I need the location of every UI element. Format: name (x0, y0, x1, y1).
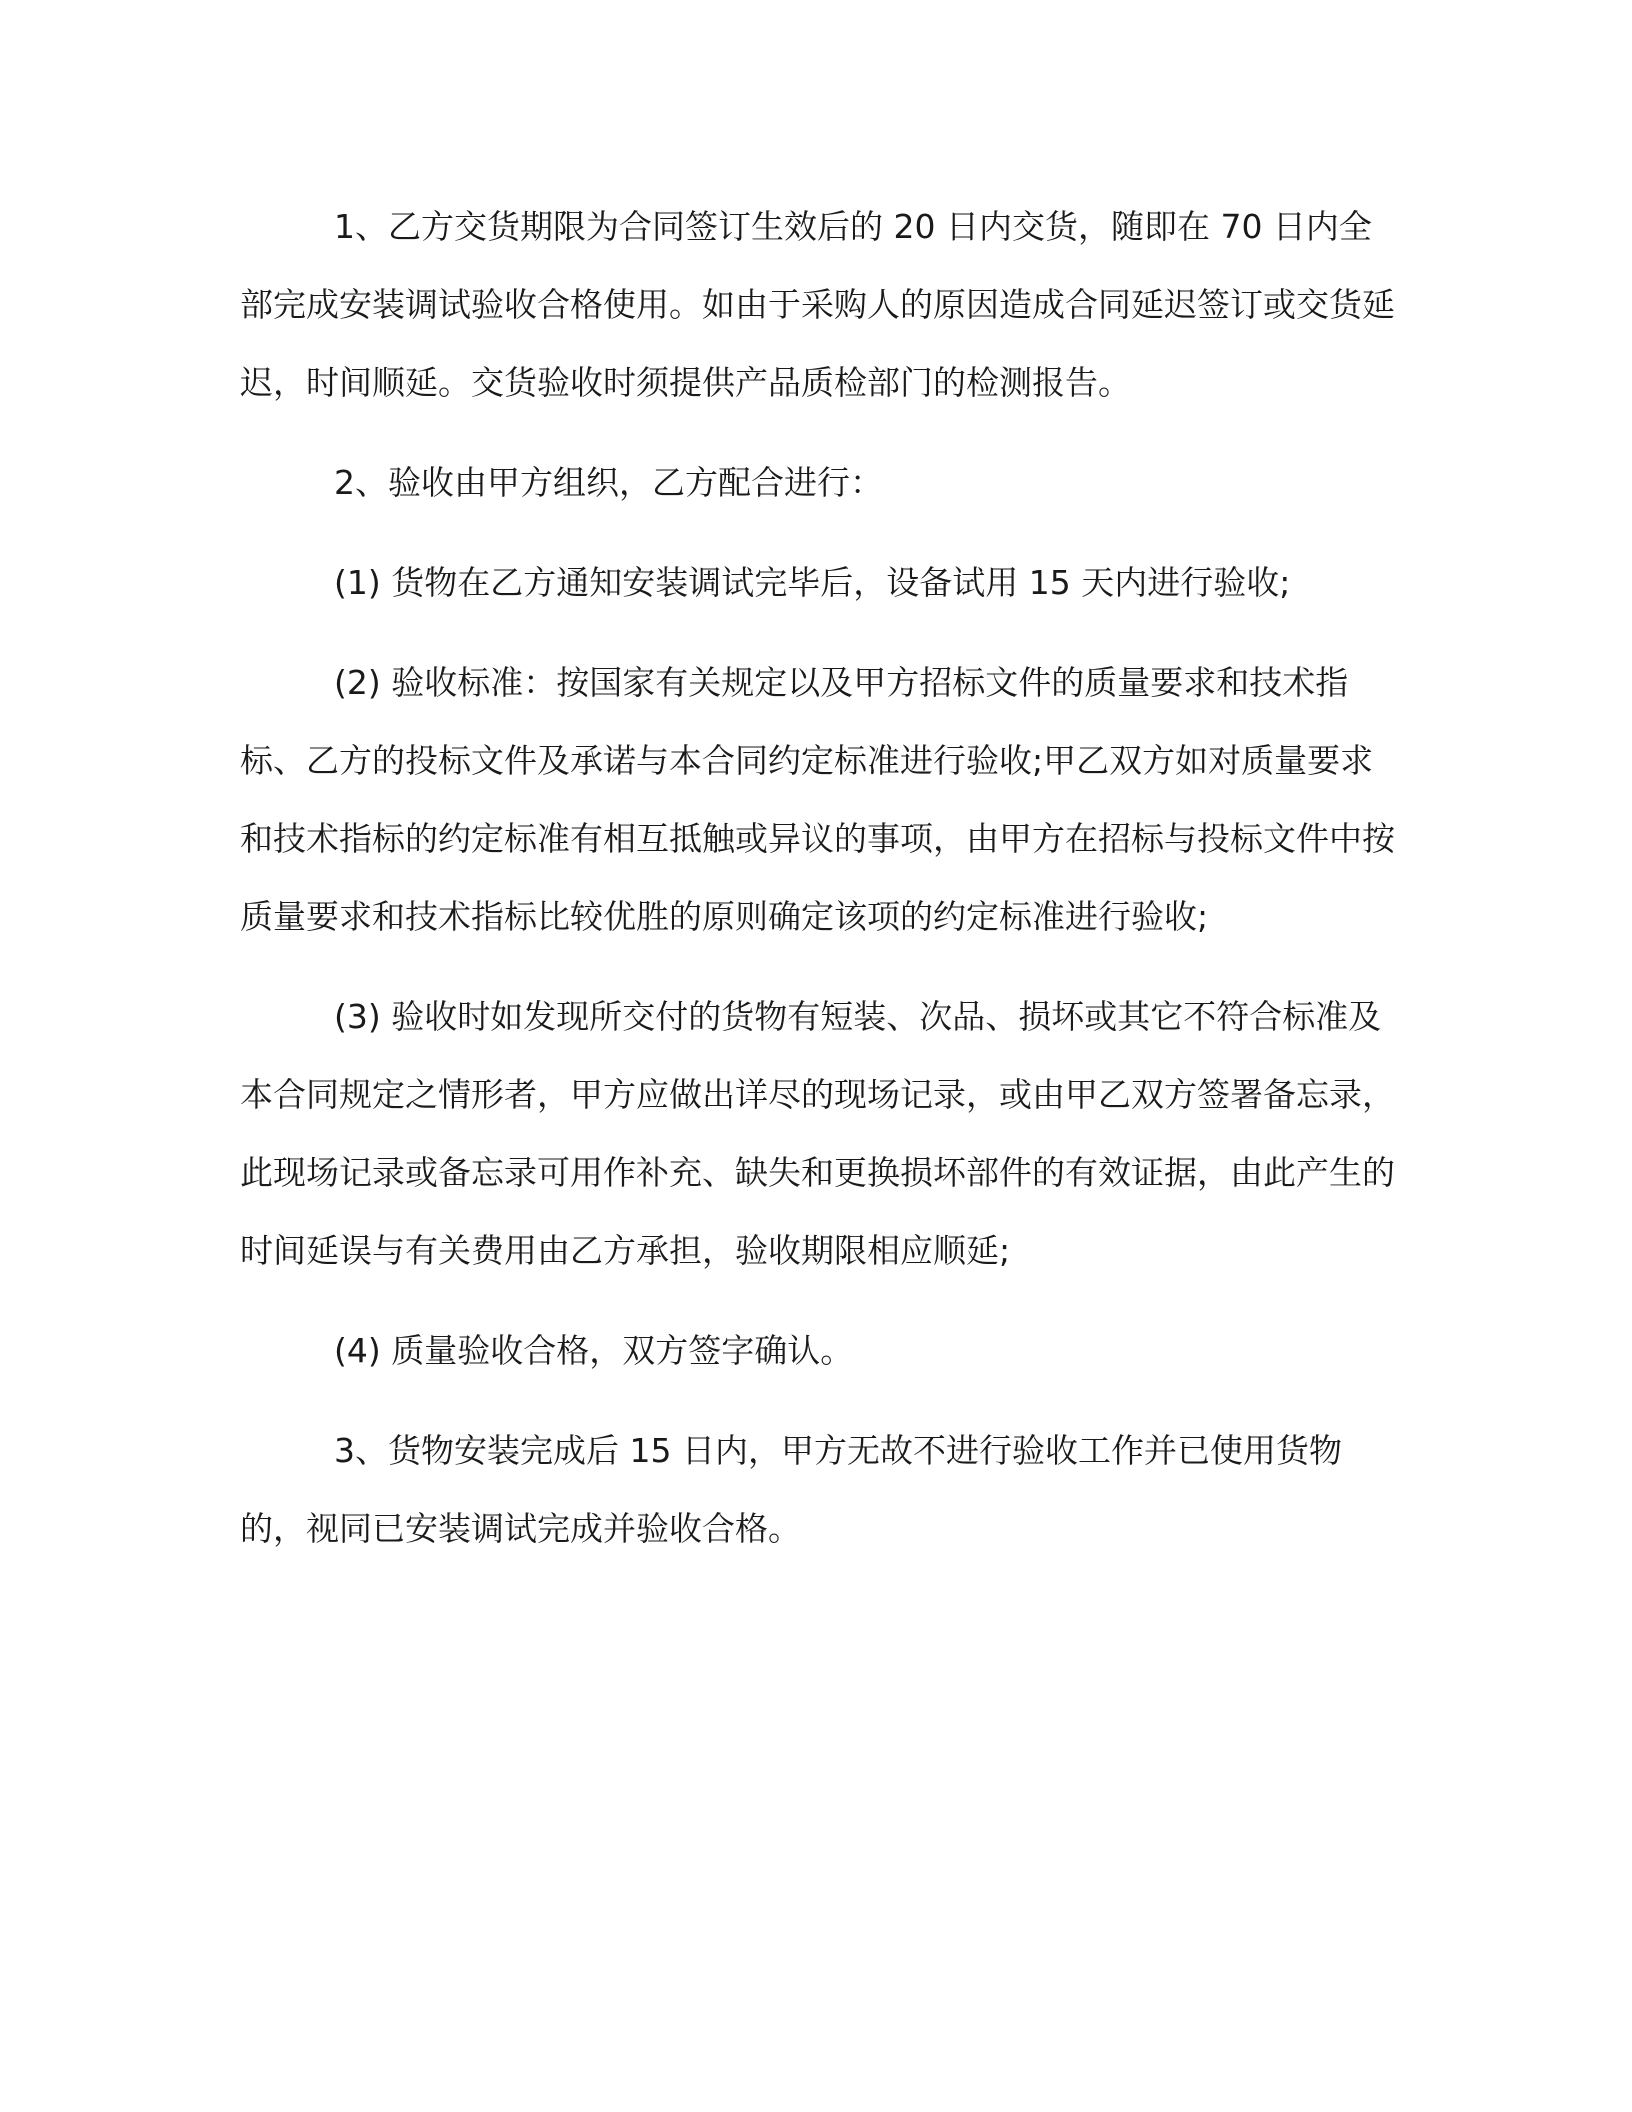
document-body (240, 188, 1400, 1568)
paragraph-acceptance-item-3: (3) 验收时如发现所交付的货物有短装、次品、损坏或其它不符合标准及本合同规定之情形者，甲方应做出详尽的现场记录，或由甲乙双方签署备忘录，此现场记录或备忘录可用作补充、缺失和更换损坏部件的有效证据，由此产生的时间延误与有关费用由乙方承担，验收期限相应顺延; (240, 997, 1395, 1270)
paragraph-acceptance-item-2: (2) 验收标准：按国家有关规定以及甲方招标文件的质量要求和技术指标、乙方的投标文件及承诺与本合同约定标准进行验收;甲乙双方如对质量要求和技术指标的约定标准有相互抵触或异议的事项，由甲方在招标与投标文件中按质量要求和技术指标比较优胜的原则确定该项的约定标准进行验收; (240, 663, 1395, 936)
paragraph-acceptance-item-1: (1) 货物在乙方通知安装调试完毕后，设备试用 15 天内进行验收; (334, 563, 1291, 602)
paragraph-acceptance-organization: 2、验收由甲方组织，乙方配合进行： (334, 463, 883, 502)
paragraph-acceptance-item-4: (4) 质量验收合格，双方签字确认。 (334, 1331, 854, 1370)
paragraph-deemed-acceptance: 3、货物安装完成后 15 日内，甲方无故不进行验收工作并已使用货物的，视同已安装调试完成并验收合格。 (240, 1431, 1342, 1548)
paragraph-delivery-term: 1、乙方交货期限为合同签订生效后的 20 日内交货，随即在 70 日内全部完成安装调试验收合格使用。如由于采购人的原因造成合同延迟签订或交货延迟，时间顺延。交货验收时须提供产品质检部门的检测报告。 (240, 207, 1395, 402)
